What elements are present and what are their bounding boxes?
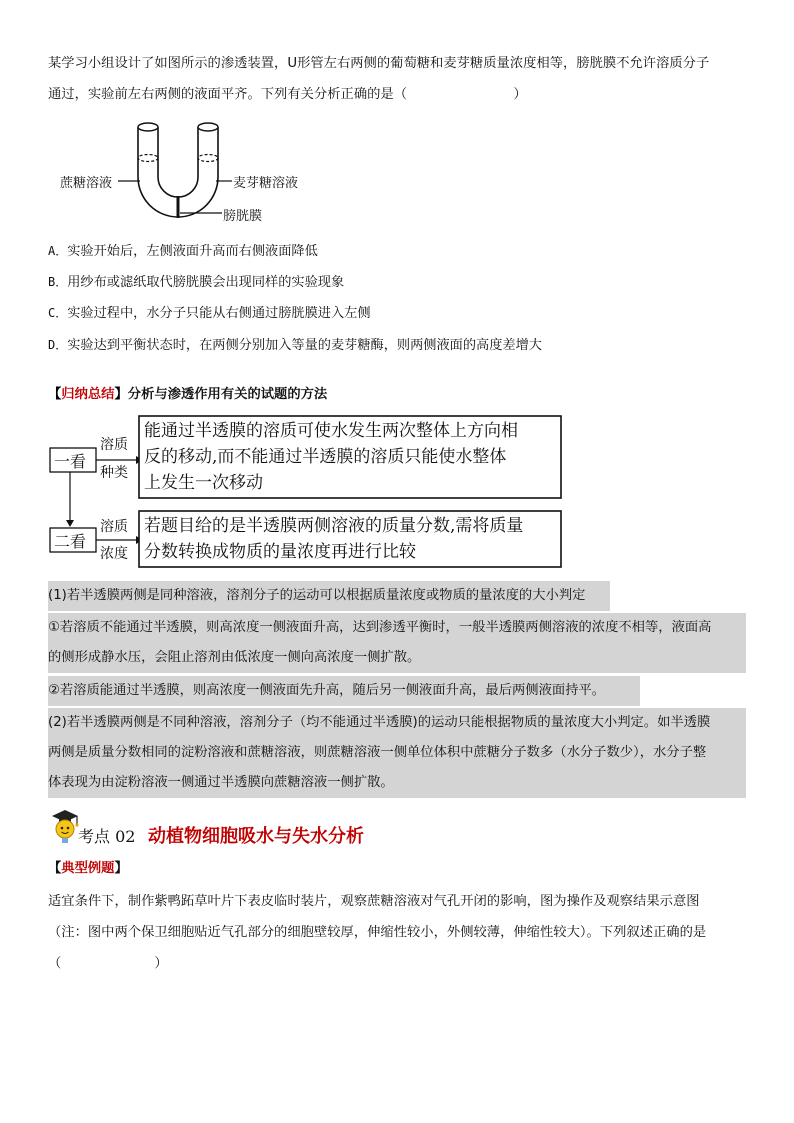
question2-stem-line2: （注：图中两个保卫细胞贴近气孔部分的细胞壁较厚，伸缩性较小，外侧较薄，伸缩性较大）。下列叙述正确的是 xyxy=(48,925,707,940)
figure-label-membrane: 膀胱膜 xyxy=(223,209,263,224)
kaodian-title: 动植物细胞吸水与失水分析 xyxy=(148,826,364,847)
step1-label: 一看 xyxy=(54,452,87,471)
step2-content: 若题目给的是半透膜两侧溶液的质量分数,需将质量 分数转换成物质的量浓度再进行比较 xyxy=(144,516,524,562)
note-4: (2)若半透膜两侧是不同种溶液，溶剂分子（均不能通过半透膜)的运动只能根据物质的量浓度大小判定。如半透膜 两侧是质量分数相同的淀粉溶液和蔗糖溶液，则蔗糖溶液一侧单位体积中蔗糖分子数多（水分子数少），水分子整 体表现为由淀粉溶液一侧通过半透膜向蔗糖溶液一侧扩散。 xyxy=(48,708,746,798)
step1-mid-bottom: 种类 xyxy=(100,465,128,481)
note-1: (1)若半透膜两侧是同种溶液，溶剂分子的运动可以根据质量浓度或物质的量浓度的大小判定 xyxy=(48,581,610,611)
summary-heading: 【归纳总结】分析与渗透作用有关的试题的方法 xyxy=(48,387,328,402)
figure-label-sucrose: 蔗糖溶液 xyxy=(60,176,113,191)
option-a: A．实验开始后，左侧液面升高而右侧液面降低 xyxy=(48,244,318,259)
option-d: D．实验达到平衡状态时，在两侧分别加入等量的麦芽糖酶，则两侧液面的高度差增大 xyxy=(48,338,542,353)
note-3: ②若溶质能通过半透膜，则高浓度一侧液面先升高，随后另一侧液面升高，最后两侧液面持平。 xyxy=(48,676,640,706)
scholar-mascot-icon xyxy=(48,808,82,844)
question2-stem-line3: （ ） xyxy=(48,956,168,971)
step1-content: 能通过半透膜的溶质可使水发生两次整体上方向相 反的移动,而不能通过半透膜的溶质只能使水整体 上发生一次移动 xyxy=(144,421,518,493)
figure-label-maltose: 麦芽糖溶液 xyxy=(233,176,299,191)
step2-mid-top: 溶质 xyxy=(100,519,128,535)
example-heading: 【典型例题】 xyxy=(48,861,128,876)
question1-stem-line1: 某学习小组设计了如图所示的渗透装置，U形管左右两侧的葡萄糖和麦芽糖质量浓度相等，膀胱膜不允许溶质分子 xyxy=(48,56,710,71)
question2-stem-line1: 适宜条件下，制作紫鸭跖草叶片下表皮临时装片，观察蔗糖溶液对气孔开闭的影响，图为操作及观察结果示意图 xyxy=(48,894,700,909)
step2-label: 二看 xyxy=(54,532,87,551)
option-b: B．用纱布或滤纸取代膀胱膜会出现同样的实验现象 xyxy=(48,275,345,290)
note-2: ①若溶质不能通过半透膜，则高浓度一侧液面升高，达到渗透平衡时，一般半透膜两侧溶液的浓度不相等，液面高 的侧形成静水压，会阻止溶剂由低浓度一侧向高浓度一侧扩散。 xyxy=(48,613,746,673)
question1-stem-line2: 通过，实验前左右两侧的液面平齐。下列有关分析正确的是（ ） xyxy=(48,87,527,102)
option-c: C．实验过程中，水分子只能从右侧通过膀胱膜进入左侧 xyxy=(48,306,371,321)
step2-mid-bottom: 浓度 xyxy=(100,546,128,562)
kaodian-number: 考点 02 xyxy=(78,827,136,846)
step1-mid-top: 溶质 xyxy=(100,437,128,453)
